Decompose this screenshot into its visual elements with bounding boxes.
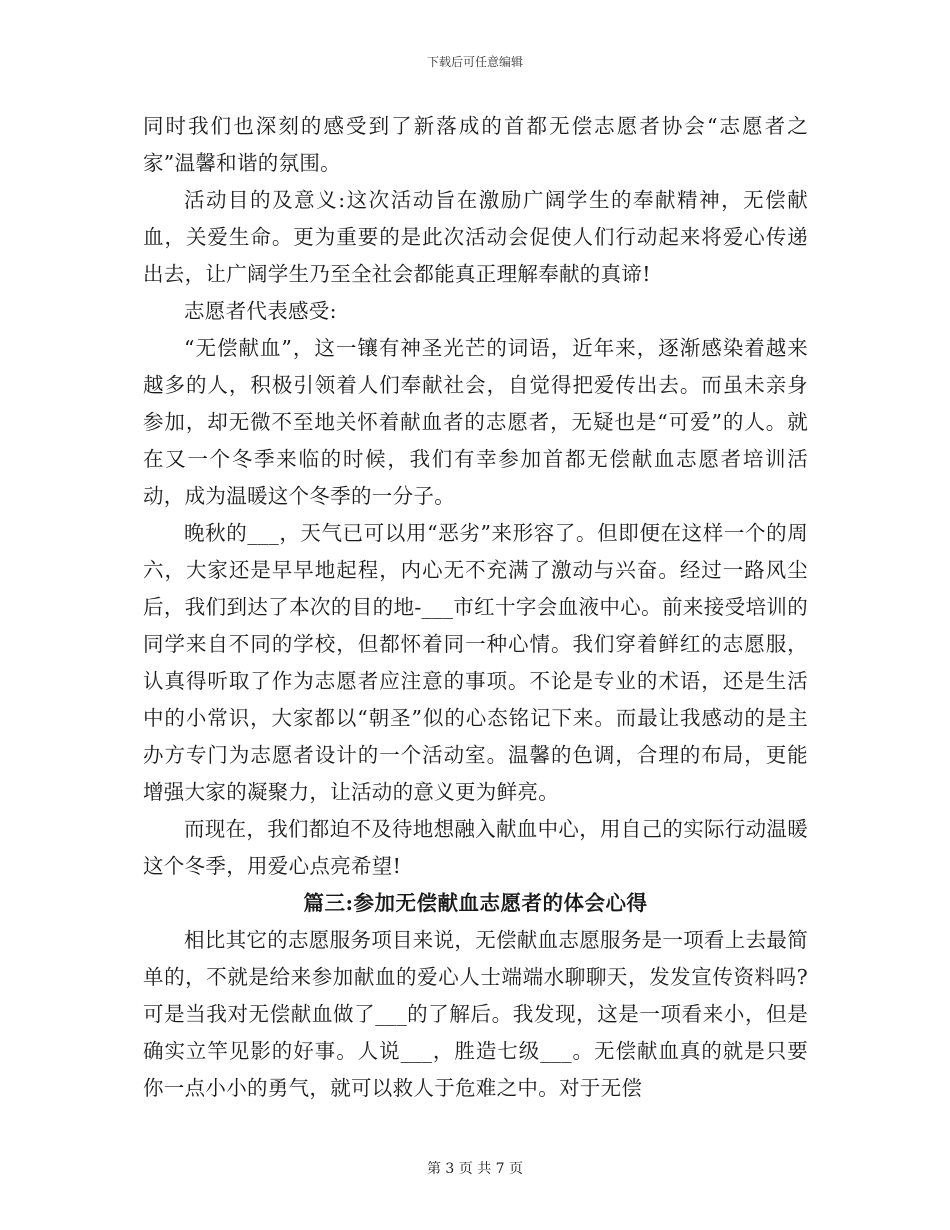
paragraph-training-day: 晚秋的___，天气已可以用“恶劣”来形容了。但即便在这样一个的周六，大家还是早早地起程，内心无不充满了激动与兴奋。经过一路风尘后，我们到达了本次的目的地-___市红十字会血液中心。前来接受培训的同学来自不同的学校，但都怀着同一种心情。我们穿着鲜红的志愿服，认真得听取了作为志愿者应注意的事项。不论是专业的术语，还是生活中的小常识，大家都以“朝圣”似的心态铭记下来。而最让我感动的是主办方专门为志愿者设计的一个活动室。温馨的色调，合理的布局，更能增强大家的凝聚力，让活动的意义更为鲜亮。: [143, 521, 808, 804]
paragraph-volunteer-heading: 志愿者代表感受:: [184, 299, 337, 323]
page-footer-number: 第 3 页 共 7 页: [426, 1161, 524, 1177]
paragraph-purpose: 活动目的及意义:这次活动旨在激励广阔学生的奉献精神，无偿献血，关爱生命。更为重要的是此次活动会促使人们行动起来将爱心传递出去，让广阔学生乃至全社会都能真正理解奉献的真谛!: [143, 188, 808, 286]
paragraph-volunteer-feeling: “无偿献血”，这一镶有神圣光芒的词语，近年来，逐渐感染着越来越多的人，积极引领着人们奉献社会，自觉得把爱传出去。而虽未亲身参加，却无微不至地关怀着献血者的志愿者，无疑也是“可爱”的人。就在又一个冬季来临的时候，我们有幸参加首都无偿献血志愿者培训活动，成为温暖这个冬季的一分子。: [143, 336, 808, 508]
paragraph-section-three: 相比其它的志愿服务项目来说，无偿献血志愿服务是一项看上去最简单的，不就是给来参加献血的爱心人士端端水聊聊天，发发宣传资料吗?可是当我对无偿献血做了___的了解后。我发现，这是一项看来小，但是确实立竿见影的好事。人说___，胜造七级___。无偿献血真的就是只要你一点小小的勇气，就可以救人于危难之中。对于无偿: [143, 928, 808, 1100]
paragraph-closing: 而现在，我们都迫不及待地想融入献血中心，用自己的实际行动温暖这个冬季，用爱心点亮希望!: [143, 817, 808, 878]
paragraph-continuation: 同时我们也深刻的感受到了新落成的首都无偿志愿者协会“志愿者之家”温馨和谐的氛围。: [143, 114, 808, 175]
section-title: 篇三:参加无偿献血志愿者的体会心得: [303, 891, 648, 915]
document-body: [143, 108, 808, 1107]
page-header-note: 下载后可任意编辑: [426, 55, 523, 69]
